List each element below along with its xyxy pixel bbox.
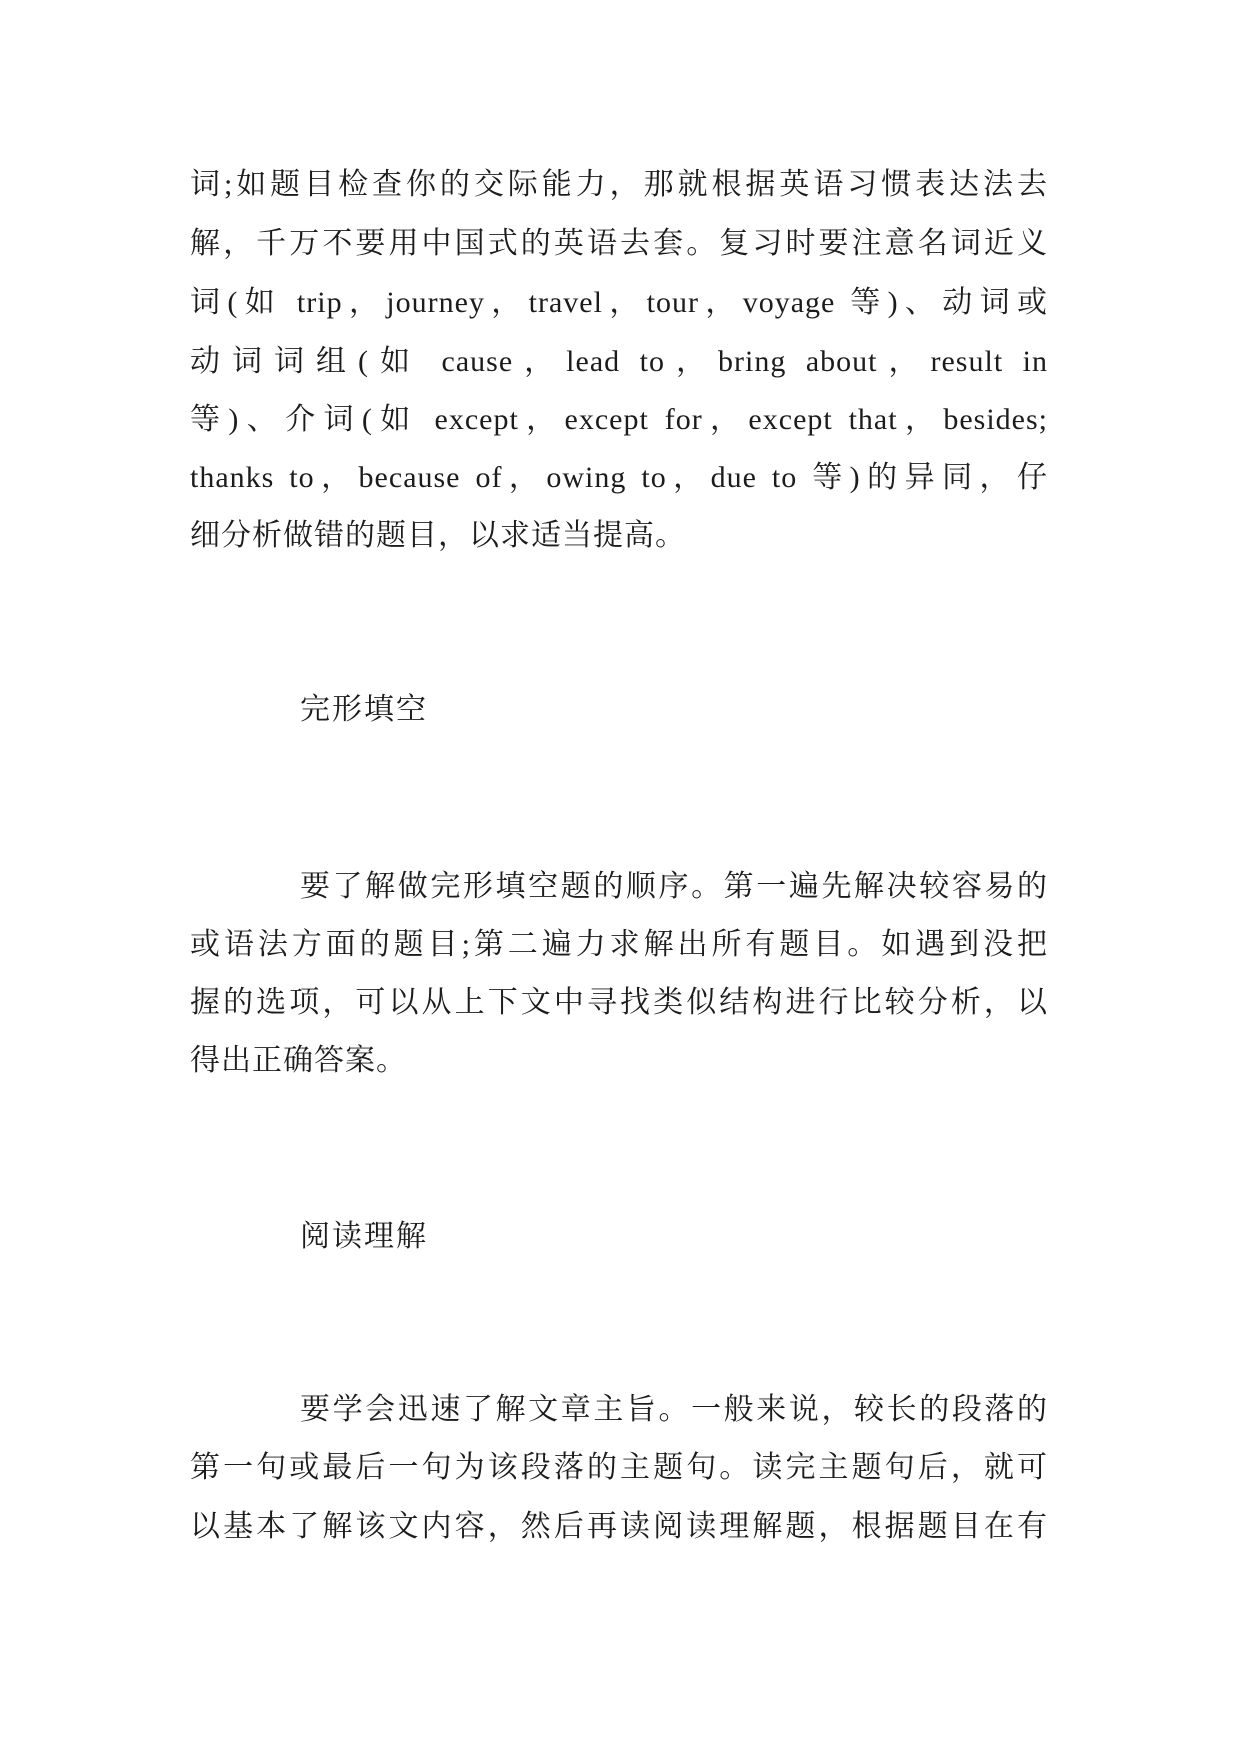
section-heading-reading: 阅读理解 xyxy=(300,1220,428,1253)
text-line: 要学会迅速了解文章主旨。一般来说，较长的段落的 xyxy=(300,1393,1048,1426)
text-line: 第一句或最后一句为该段落的主题句。读完主题句后，就可 xyxy=(190,1451,1048,1484)
section-heading-cloze: 完形填空 xyxy=(300,693,428,726)
text-line: 细分析做错的题目，以求适当提高。 xyxy=(190,519,686,552)
text-line: thanks to，because of，owing to，due to 等)的异同，仔 xyxy=(190,461,1048,494)
text-line: 握的选项，可以从上下文中寻找类似结构进行比较分析，以 xyxy=(190,986,1048,1019)
text-line: 解，千万不要用中国式的英语去套。复习时要注意名词近义 xyxy=(190,227,1048,260)
text-line: 得出正确答案。 xyxy=(190,1044,407,1077)
text-line: 词(如 trip，journey，travel，tour，voyage 等)、动词或 xyxy=(190,286,1048,319)
text-line: 动词词组(如 cause，lead to，bring about，result in xyxy=(190,345,1048,378)
text-line: 或语法方面的题目;第二遍力求解出所有题目。如遇到没把 xyxy=(190,928,1048,961)
text-line: 以基本了解该文内容，然后再读阅读理解题，根据题目在有 xyxy=(190,1510,1048,1543)
text-line: 要了解做完形填空题的顺序。第一遍先解决较容易的 xyxy=(300,870,1048,903)
text-line: 词;如题目检查你的交际能力，那就根据英语习惯表达法去 xyxy=(190,168,1048,201)
text-line: 等)、介词(如 except，except for，except that，besides; xyxy=(190,403,1048,436)
